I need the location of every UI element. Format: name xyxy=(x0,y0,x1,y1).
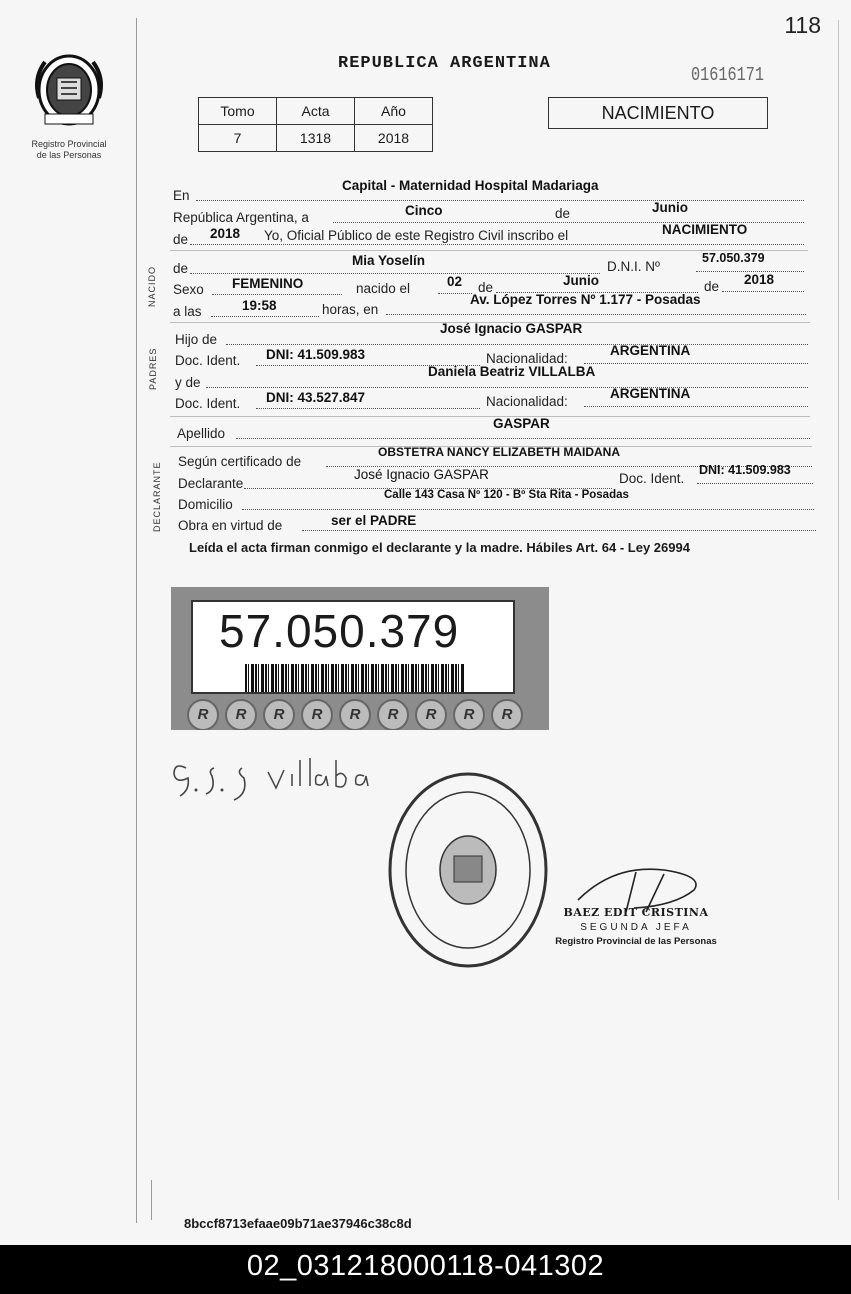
dotted-line xyxy=(196,200,804,201)
dotted-line xyxy=(211,316,319,317)
left-margin-line xyxy=(136,18,137,1223)
official-seal xyxy=(386,770,550,975)
segun-certificado-label: Según certificado de xyxy=(178,454,302,469)
pattern-r-icon: R xyxy=(453,699,485,730)
republica-label: República Argentina, a xyxy=(173,210,309,225)
father-doc: DNI: 41.509.983 xyxy=(266,347,366,362)
registrar-text: Yo, Oficial Público de este Registro Civil inscribo el xyxy=(264,228,569,243)
padres-section-label: PADRES xyxy=(148,347,158,390)
nacionalidad-label: Nacionalidad: xyxy=(486,394,568,409)
dotted-line xyxy=(212,294,342,295)
divider xyxy=(170,416,810,417)
dotted-line xyxy=(584,406,808,407)
tomo-header: Tomo xyxy=(199,98,277,125)
sexo-label: Sexo xyxy=(173,282,204,297)
father-nationality: ARGENTINA xyxy=(610,343,691,358)
domicilio-label: Domicilio xyxy=(178,497,233,512)
dni-stamp-number: 57.050.379 xyxy=(219,605,460,657)
stamp-pattern xyxy=(171,699,549,730)
mother-nationality: ARGENTINA xyxy=(610,386,691,401)
pattern-r-icon: R xyxy=(491,699,523,730)
father-name: José Ignacio GASPAR xyxy=(440,321,583,336)
pattern-r-icon: R xyxy=(225,699,257,730)
de-label: de xyxy=(478,280,494,295)
barcode-icon xyxy=(245,664,465,692)
horas-label: horas, en xyxy=(322,302,379,317)
child-dni: 57.050.379 xyxy=(702,251,765,265)
document-title: REPUBLICA ARGENTINA xyxy=(338,54,551,73)
record-table xyxy=(198,97,433,152)
footer-code-bar: 02_031218000118-041302 xyxy=(0,1245,851,1294)
hijo-de-label: Hijo de xyxy=(175,332,218,347)
serial-number: 01616171 xyxy=(691,64,764,86)
child-name: Mia Yoselín xyxy=(352,253,426,268)
pattern-r-icon: R xyxy=(187,699,219,730)
nacionalidad-label: Nacionalidad: xyxy=(486,351,568,366)
de-year-label: de xyxy=(173,232,189,247)
child-sex: FEMENINO xyxy=(232,276,304,291)
dotted-line xyxy=(697,483,813,484)
record-type-box: NACIMIENTO xyxy=(548,97,768,129)
dotted-line xyxy=(226,344,808,345)
dotted-line xyxy=(584,363,808,364)
anio-value: 2018 xyxy=(355,125,433,152)
registry-logo xyxy=(24,48,114,161)
day-in-words: Cinco xyxy=(405,203,443,218)
birth-time: 19:58 xyxy=(242,298,277,313)
doc-ident-label: Doc. Ident. xyxy=(175,396,241,411)
misiones-crest-icon xyxy=(31,48,107,130)
birth-place: Capital - Maternidad Hospital Madariaga xyxy=(342,178,599,193)
declarant-doc: DNI: 41.509.983 xyxy=(699,463,791,477)
closing-note: Leída el acta firman conmigo el declarante y la madre. Hábiles Art. 64 - Ley 26994 xyxy=(189,540,690,555)
birth-day: 02 xyxy=(447,274,463,289)
right-margin-line xyxy=(838,20,839,1200)
birth-month: Junio xyxy=(563,273,599,288)
certificate-issuer: OBSTETRA NANCY ELIZABETH MAIDANA xyxy=(378,445,620,459)
declarante-section-label: DECLARANTE xyxy=(152,461,162,532)
en-label: En xyxy=(173,188,190,203)
left-inner-margin-line xyxy=(151,1180,152,1220)
dotted-line xyxy=(438,293,472,294)
de-label: de xyxy=(704,279,720,294)
apellido-label: Apellido xyxy=(177,426,226,441)
y-de-label: y de xyxy=(175,375,201,390)
declarant-address: Calle 143 Casa Nº 120 - Bº Sta Rita - Posadas xyxy=(384,489,629,501)
dotted-line xyxy=(206,387,808,388)
pattern-r-icon: R xyxy=(339,699,371,730)
official-role: SEGUNDA JEFA xyxy=(580,922,692,933)
anio-header: Año xyxy=(355,98,433,125)
acta-value: 1318 xyxy=(277,125,355,152)
official-stamp xyxy=(548,906,724,947)
dotted-line xyxy=(386,314,806,315)
page-number: 118 xyxy=(784,12,821,38)
declarant-name: José Ignacio GASPAR xyxy=(354,467,489,482)
a-las-label: a las xyxy=(173,304,202,319)
dotted-line xyxy=(722,291,804,292)
obra-label: Obra en virtud de xyxy=(178,518,283,533)
dotted-line xyxy=(256,408,480,409)
doc-ident-label: Doc. Ident. xyxy=(619,471,685,486)
surname: GASPAR xyxy=(493,416,550,431)
seal-icon xyxy=(386,770,550,970)
nacido-section-label: NACIDO xyxy=(147,265,157,307)
registration-month: Junio xyxy=(652,200,688,215)
registry-caption-line1: Registro Provincial xyxy=(31,139,107,149)
birth-address: Av. López Torres Nº 1.177 - Posadas xyxy=(470,292,701,307)
handwritten-signature xyxy=(168,750,418,810)
acta-header: Acta xyxy=(277,98,355,125)
birth-year: 2018 xyxy=(744,272,775,287)
de-name-label: de xyxy=(173,261,189,276)
declarant-relation: ser el PADRE xyxy=(331,513,417,528)
declarante-label: Declarante xyxy=(178,476,244,491)
pattern-r-icon: R xyxy=(377,699,409,730)
dni-stamp-inner xyxy=(191,600,515,694)
dotted-line xyxy=(302,530,816,531)
dotted-line xyxy=(236,438,810,439)
official-name: BAEZ EDIT CRISTINA xyxy=(563,906,709,919)
official-org: Registro Provincial de las Personas xyxy=(555,936,717,947)
mother-doc: DNI: 43.527.847 xyxy=(266,390,366,405)
dotted-line xyxy=(190,273,600,274)
mother-name: Daniela Beatriz VILLALBA xyxy=(428,364,596,379)
document-hash: 8bccf8713efaae09b71ae37946c38c8d xyxy=(184,1216,412,1231)
pattern-r-icon: R xyxy=(263,699,295,730)
tomo-value: 7 xyxy=(199,125,277,152)
registration-year: 2018 xyxy=(210,226,241,241)
act-word: NACIMIENTO xyxy=(662,222,748,237)
pattern-r-icon: R xyxy=(415,699,447,730)
doc-ident-label: Doc. Ident. xyxy=(175,353,241,368)
dotted-line xyxy=(242,509,814,510)
dotted-line xyxy=(190,244,804,245)
registry-caption-line2: de las Personas xyxy=(36,150,102,160)
pattern-r-icon: R xyxy=(301,699,333,730)
nacido-el-label: nacido el xyxy=(356,281,411,296)
de-label: de xyxy=(555,206,571,221)
dni-stamp xyxy=(171,587,549,730)
dni-label: D.N.I. Nº xyxy=(607,259,660,274)
